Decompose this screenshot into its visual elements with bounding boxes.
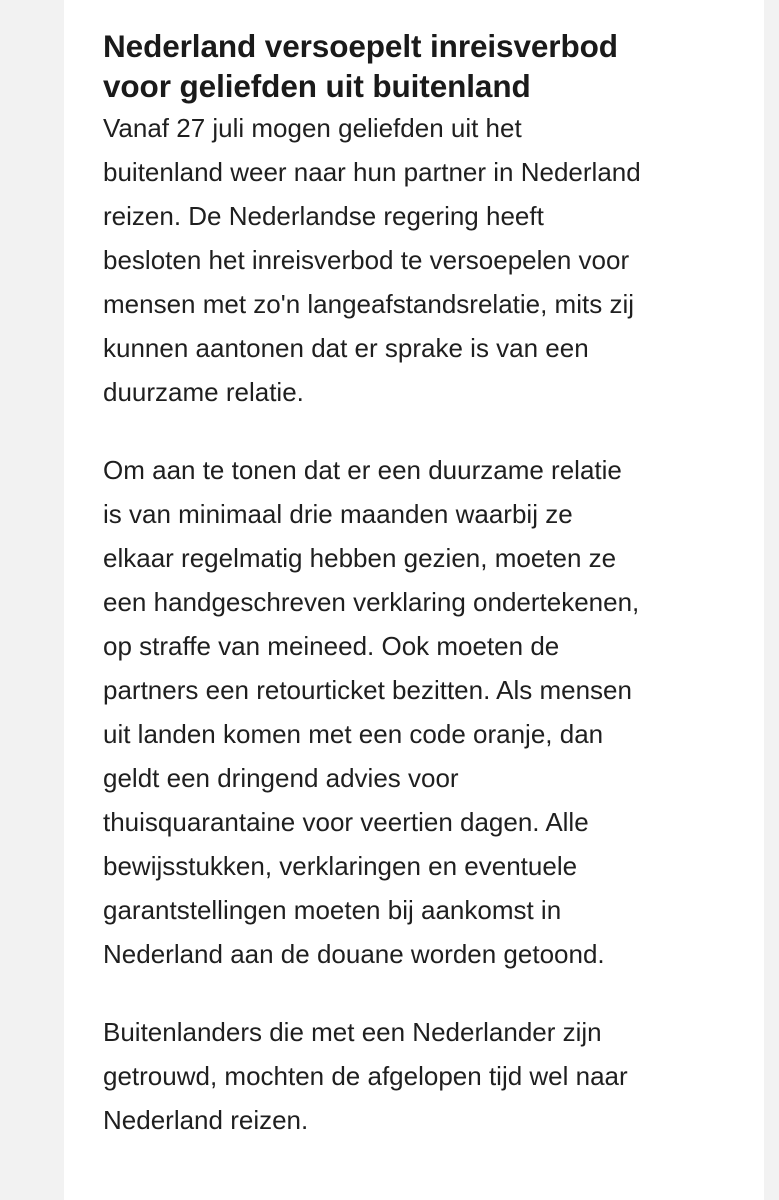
article-content: [103, 26, 743, 1142]
article-headline: Nederland versoepelt inreisverbod voor geliefden uit buitenland: [103, 28, 618, 104]
article-paragraph-1: Vanaf 27 juli mogen geliefden uit het buitenland weer naar hun partner in Nederland reizen. De Nederlandse regering heeft besloten het inreisverbod te versoepelen voor mensen met zo'n langeafstandsrelatie, mits zij kunnen aantonen dat er sprake is van een duurzame relatie.: [103, 113, 641, 407]
article-paragraph-3: Buitenlanders die met een Nederlander zijn getrouwd, mochten de afgelopen tijd wel naar Nederland reizen.: [103, 1017, 628, 1135]
article-card: [64, 0, 764, 1200]
article-paragraph-2: Om aan te tonen dat er een duurzame relatie is van minimaal drie maanden waarbij ze elkaar regelmatig hebben gezien, moeten ze een handgeschreven verklaring ondertekenen, op straffe van meineed. Ook moeten de partners een retourticket bezitten. Als mensen uit landen komen met een code oranje, dan geldt een dringend advies voor thuisquarantaine voor veertien dagen. Alle bewijsstukken, verklaringen en eventuele garantstellingen moeten bij aankomst in Nederland aan de douane worden getoond.: [103, 455, 640, 969]
right-margin: [764, 0, 779, 1200]
left-margin: [0, 0, 64, 1200]
